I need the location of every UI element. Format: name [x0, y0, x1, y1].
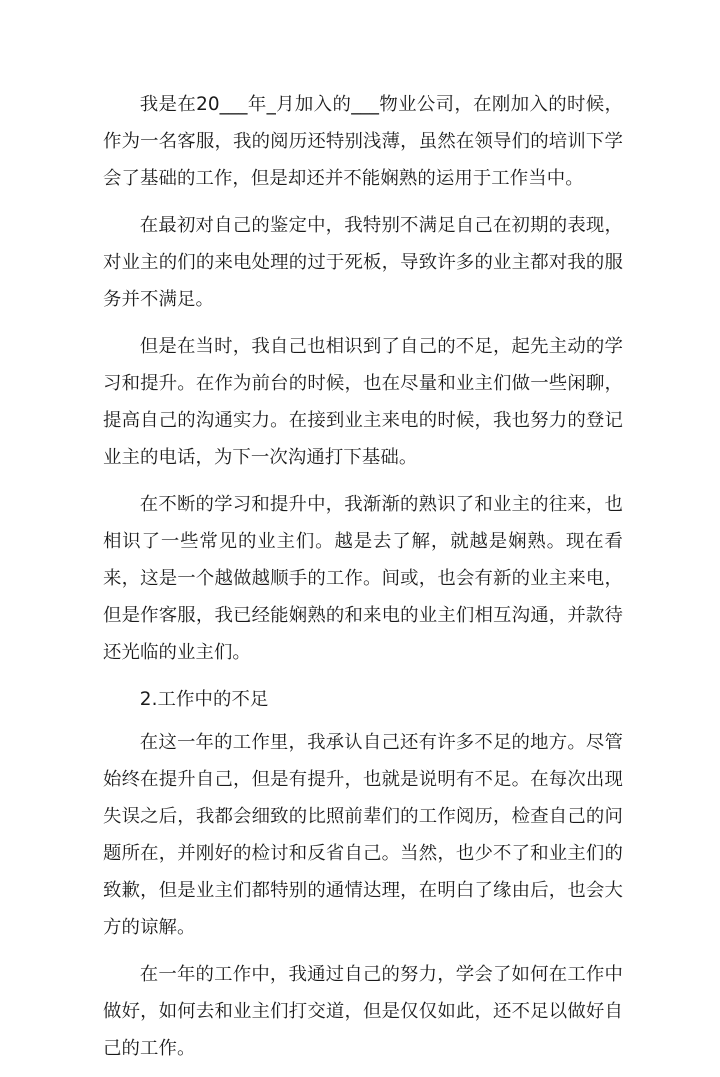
section-heading-shortcomings: 2.工作中的不足 — [139, 689, 269, 710]
paragraph-initial-assessment: 在最初对自己的鉴定中，我特别不满足自己在初期的表现，对业主的们的来电处理的过于死板，导致许多的业主都对我的服务并不满足。 — [103, 215, 623, 310]
paragraph-joining-company: 我是在20___年_月加入的___物业公司，在刚加入的时候，作为一名客服，我的阅历还特别浅薄，虽然在领导们的培训下学会了基础的工作，但是却还并不能娴熟的运用于工作当中。 — [103, 94, 623, 189]
paragraph-conclusion: 在一年的工作中，我通过自己的努力，学会了如何在工作中做好，如何去和业主们打交道，但是仅仅如此，还不足以做好自己的工作。 — [103, 964, 623, 1059]
paragraph-familiarity: 在不断的学习和提升中，我渐渐的熟识了和业主的往来，也相识了一些常见的业主们。越是去了解，就越是娴熟。现在看来，这是一个越做越顺手的工作。间或，也会有新的业主来电，但是作客服，我已经能娴熟的和来电的业主们相互沟通，并款待还光临的业主们。 — [103, 494, 623, 663]
paragraph-self-improvement: 但是在当时，我自己也相识到了自己的不足，起先主动的学习和提升。在作为前台的时候，也在尽量和业主们做一些闲聊，提高自己的沟通实力。在接到业主来电的时候，我也努力的登记业主的电话，为下一次沟通打下基础。 — [103, 336, 623, 468]
paragraph-shortcomings: 在这一年的工作里，我承认自己还有许多不足的地方。尽管始终在提升自己，但是有提升，也就是说明有不足。在每次出现失误之后，我都会细致的比照前辈们的工作阅历，检查自己的问题所在，并刚好的检讨和反省自己。当然，也少不了和业主们的致歉，但是业主们都特别的通情达理，在明白了缘由后，也会大方的谅解。 — [103, 732, 623, 938]
document-body — [103, 86, 623, 1077]
